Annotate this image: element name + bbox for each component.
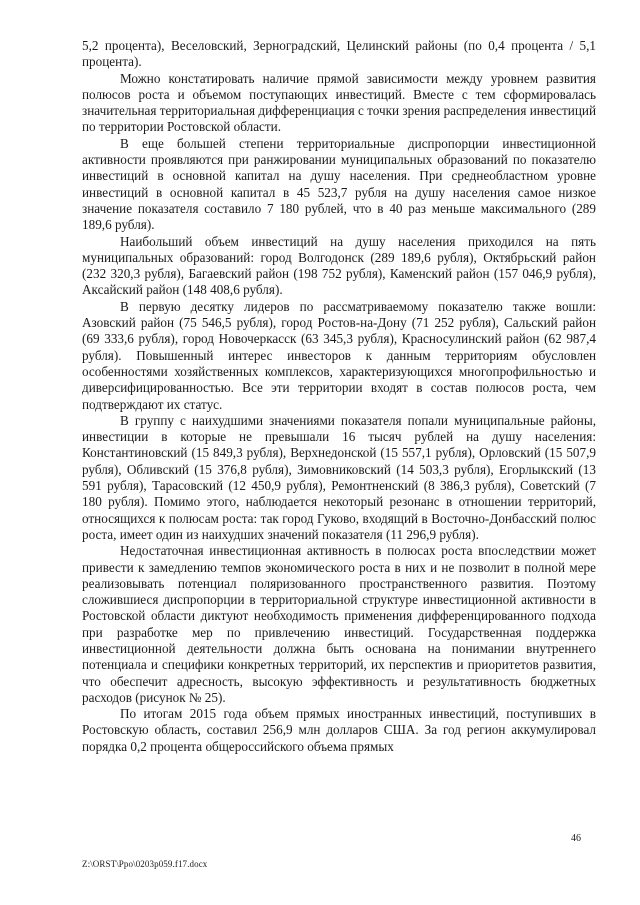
paragraph-worst-group: В группу с наихудшими значениями показателя попали муниципальные районы, инвестиции в которые не превышали 16 тысяч рублей на душу населения: Константиновский (15 849,3 рубля), Верхнедонской (15 557,1 рубля), Орловский (15 507,9 рубля), Обливский (15 376,8 рубля), Зимовниковский (14 503,3 рубля), Егорлыкский (13 591 рубля), Тарасовский (12 450,9 рубля), Ремонтненский (8 386,3 рубля), Советский (7 180 рубля). Помимо этого, наблюдается некоторый резонанс в отношении территорий, относящихся к полюсам роста: так город Гуково, входящий в Восточно-Донбасский полюс роста, имеет один из наихудших значений показателя (11 296,9 рубля). [82,412,596,542]
paragraph-dependency: Можно констатировать наличие прямой зависимости между уровнем развития полюсов роста и объемом поступающих инвестиций. Вместе с тем сформировалась значительная территориальная дифференциация с точки зрения распределения инвестиций по территории Ростовской области. [82,70,596,135]
paragraph-continuation: 5,2 процента), Веселовский, Зерноградский, Целинский районы (по 0,4 процента / 5,1 процента). [82,38,596,70]
page-number: 46 [571,833,581,844]
paragraph-foreign-investment: По итогам 2015 года объем прямых иностранных инвестиций, поступивших в Ростовскую область, составил 256,9 млн долларов США. За год регион аккумулировал порядка 0,2 процента общероссийского объема прямых [82,706,596,754]
paragraph-top-ten: В первую десятку лидеров по рассматриваемому показателю также вошли: Азовский район (75 546,5 рубля), город Ростов-на-Дону (71 252 рубля), Сальский район (69 333,6 рубля), город Новочеркасск (63 345,3 рубля), Красносулинский район (62 987,4 рубля). Повышенный интерес инвесторов к данным территориям обусловлен особенностями хозяйственных комплексов, характеризующихся многопрофильностью и диверсифицированностью. Все эти территории входят в состав полюсов роста, чем подтверждают их статус. [82,298,596,412]
paragraph-insufficient-activity: Недостаточная инвестиционная активность в полюсах роста впоследствии может привести к замедлению темпов экономического роста в них и не позволит в полной мере реализовывать потенциал поляризованного пространственного развития. Поэтому сложившиеся диспропорции в территориальной структуре инвестиционной активности в Ростовской области диктуют необходимость применения дифференцированного подхода при разработке мер по привлечению инвестиций. Государственная поддержка инвестиционной деятельности должна быть основана на понимании внутреннего потенциала и специфики конкретных территорий, их перспектив и приоритетов развития, что обеспечит адресность, высокую эффективность и результативность бюджетных расходов (рисунок № 25). [82,543,596,705]
document-page [82,38,596,755]
paragraph-top-five: Наибольший объем инвестиций на душу населения приходился на пять муниципальных образований: город Волгодонск (289 189,6 рубля), Октябрьский район (232 320,3 рубля), Багаевский район (198 752 рубля), Каменский район (157 046,9 рубля), Аксайский район (148 408,6 рубля). [82,233,596,298]
file-path-footer: Z:\ORST\Ppo\0203p059.f17.docx [82,859,208,869]
paragraph-disproportions: В еще большей степени территориальные диспропорции инвестиционной активности проявляются при ранжировании муниципальных образований по показателю инвестиций в основной капитал на душу населения. При среднеобластном уровне инвестиций в основной капитал в 45 523,7 рубля на душу населения самое низкое значение показателя составило 7 180 рублей, что в 40 раз меньше максимального (289 189,6 рубля). [82,135,596,233]
